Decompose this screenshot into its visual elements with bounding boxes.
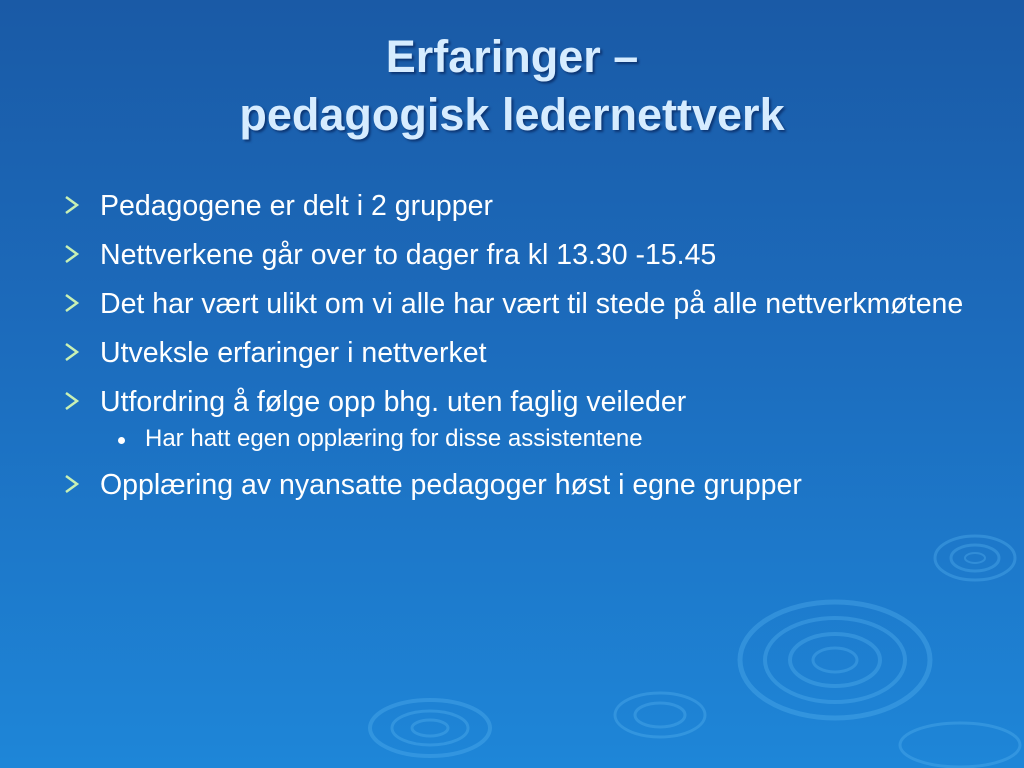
arrow-bullet-icon [62,292,82,314]
arrow-bullet-icon [62,473,82,495]
bullet-text: Nettverkene går over to dager fra kl 13.30 -15.45 [100,239,717,271]
bullet-item [62,284,982,324]
slide-title [0,28,1024,144]
bullet-list [62,186,982,514]
arrow-bullet-icon [62,390,82,412]
bullet-item [62,235,982,275]
sub-bullet-text: Har hatt egen opplæring for disse assistentene [145,425,643,452]
bullet-item [62,382,982,422]
arrow-bullet-icon [62,243,82,265]
arrow-bullet-icon [62,341,82,363]
bullet-text: Utfordring å følge opp bhg. uten faglig veileder [100,386,687,418]
bullet-text: Utveksle erfaringer i nettverket [100,337,487,369]
slide-title-line-1: Erfaringer – [385,31,639,82]
bullet-item [62,186,982,226]
bullet-text: Opplæring av nyansatte pedagoger høst i egne grupper [100,469,802,501]
dot-bullet-icon [118,437,125,444]
bullet-item [62,465,982,505]
bullet-item [62,333,982,373]
slide-title-line-2: pedagogisk ledernettverk [239,89,785,140]
sub-bullet-item [62,424,982,454]
arrow-bullet-icon [62,194,82,216]
bullet-text: Det har vært ulikt om vi alle har vært til stede på alle nettverkmøtene [100,288,964,320]
bullet-text: Pedagogene er delt i 2 grupper [100,190,493,222]
